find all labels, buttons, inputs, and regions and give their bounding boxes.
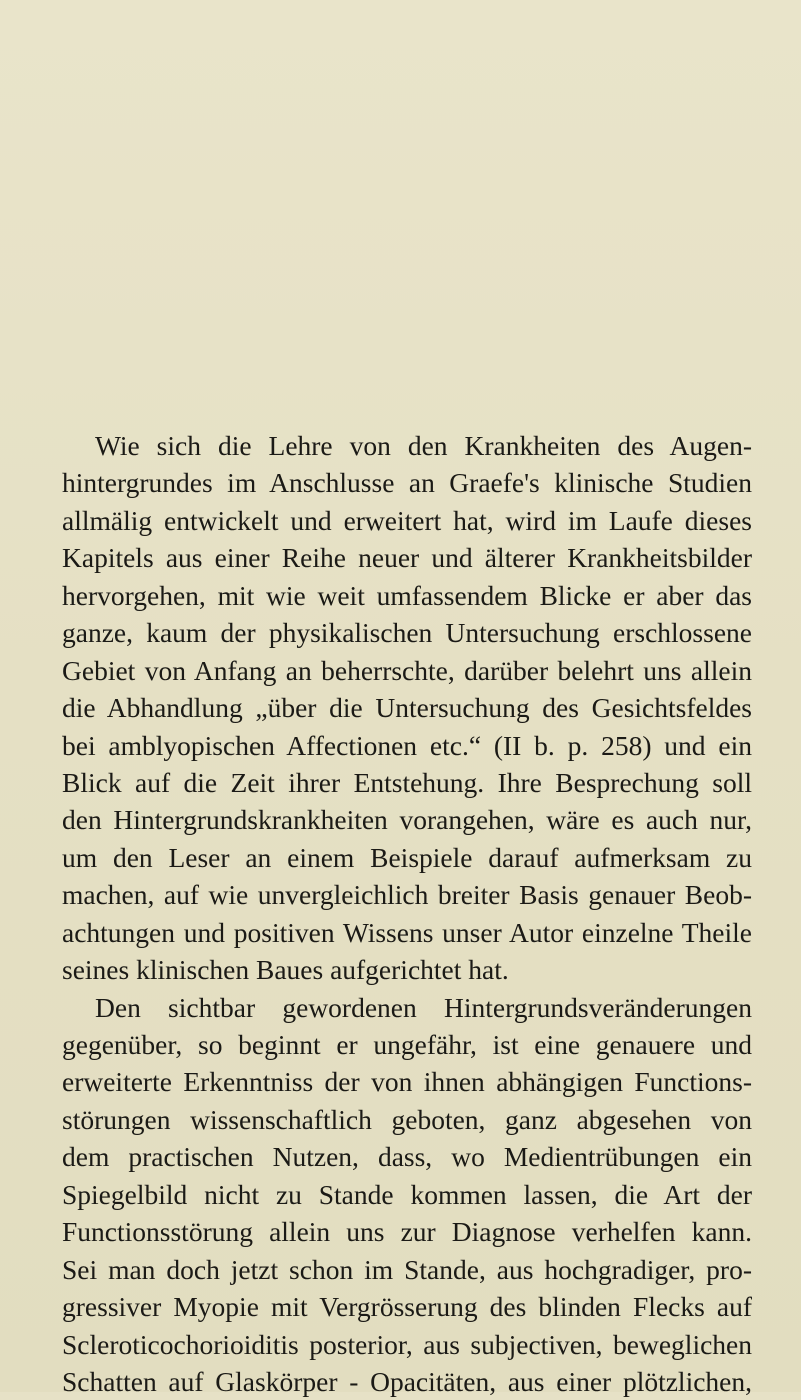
body-text: [62, 427, 752, 1400]
text-line: gressiver Myopie mit Vergrösserung des blinden Flecks auf: [62, 1291, 752, 1323]
text-line: Schatten auf Glaskörper - Opacitäten, aus einer plötzlichen,: [62, 1365, 752, 1397]
text-line: achtungen und positiven Wissens unser Autor einzelne Theile: [62, 916, 752, 948]
text-line: Blick auf die Zeit ihrer Entstehung. Ihre Besprechung soll: [62, 766, 752, 798]
text-line: Kapitels aus einer Reihe neuer und älterer Krankheitsbilder: [62, 542, 752, 574]
text-line: ganze, kaum der physikalischen Untersuchung erschlossene: [62, 617, 752, 649]
text-line: machen, auf wie unvergleichlich breiter Basis genauer Beob-: [62, 879, 752, 911]
text-line: Gebiet von Anfang an beherrschte, darüber belehrt uns allein: [62, 654, 752, 686]
text-line: allmälig entwickelt und erweitert hat, wird im Laufe dieses: [62, 504, 752, 536]
text-line: Scleroticochorioiditis posterior, aus subjectiven, beweglichen: [62, 1328, 752, 1360]
text-line: bei amblyopischen Affectionen etc.“ (II b. p. 258) und ein: [62, 729, 752, 761]
text-line: um den Leser an einem Beispiele darauf aufmerksam zu: [62, 841, 752, 873]
text-line: die Abhandlung „über die Untersuchung des Gesichtsfeldes: [62, 692, 752, 724]
text-line: hintergrundes im Anschlusse an Graefe's klinische Studien: [62, 467, 752, 499]
text-line: störungen wissenschaftlich geboten, ganz abgesehen von: [62, 1103, 752, 1135]
paragraph-1: [62, 427, 752, 989]
text-line: hervorgehen, mit wie weit umfassendem Blicke er aber das: [62, 579, 752, 611]
text-line: den Hintergrundskrankheiten vorangehen, wäre es auch nur,: [62, 804, 752, 836]
text-line: erweiterte Erkenntniss der von ihnen abhängigen Functions-: [62, 1066, 752, 1098]
text-line: Den sichtbar gewordenen Hintergrundsveränderungen: [95, 991, 752, 1023]
text-line: gegenüber, so beginnt er ungefähr, ist eine genauere und: [62, 1029, 752, 1060]
text-line: Functionsstörung allein uns zur Diagnose verhelfen kann.: [62, 1216, 752, 1248]
text-line: Spiegelbild nicht zu Stande kommen lassen, die Art der: [62, 1178, 752, 1210]
text-line: seines klinischen Baues aufgerichtet hat.: [62, 954, 509, 986]
text-line: Wie sich die Lehre von den Krankheiten des Augen-: [95, 430, 752, 461]
text-line: dem practischen Nutzen, dass, wo Medientrübungen ein: [62, 1141, 752, 1173]
text-line: Sei man doch jetzt schon im Stande, aus hochgradiger, pro-: [62, 1253, 752, 1285]
paragraph-2: [62, 989, 752, 1400]
